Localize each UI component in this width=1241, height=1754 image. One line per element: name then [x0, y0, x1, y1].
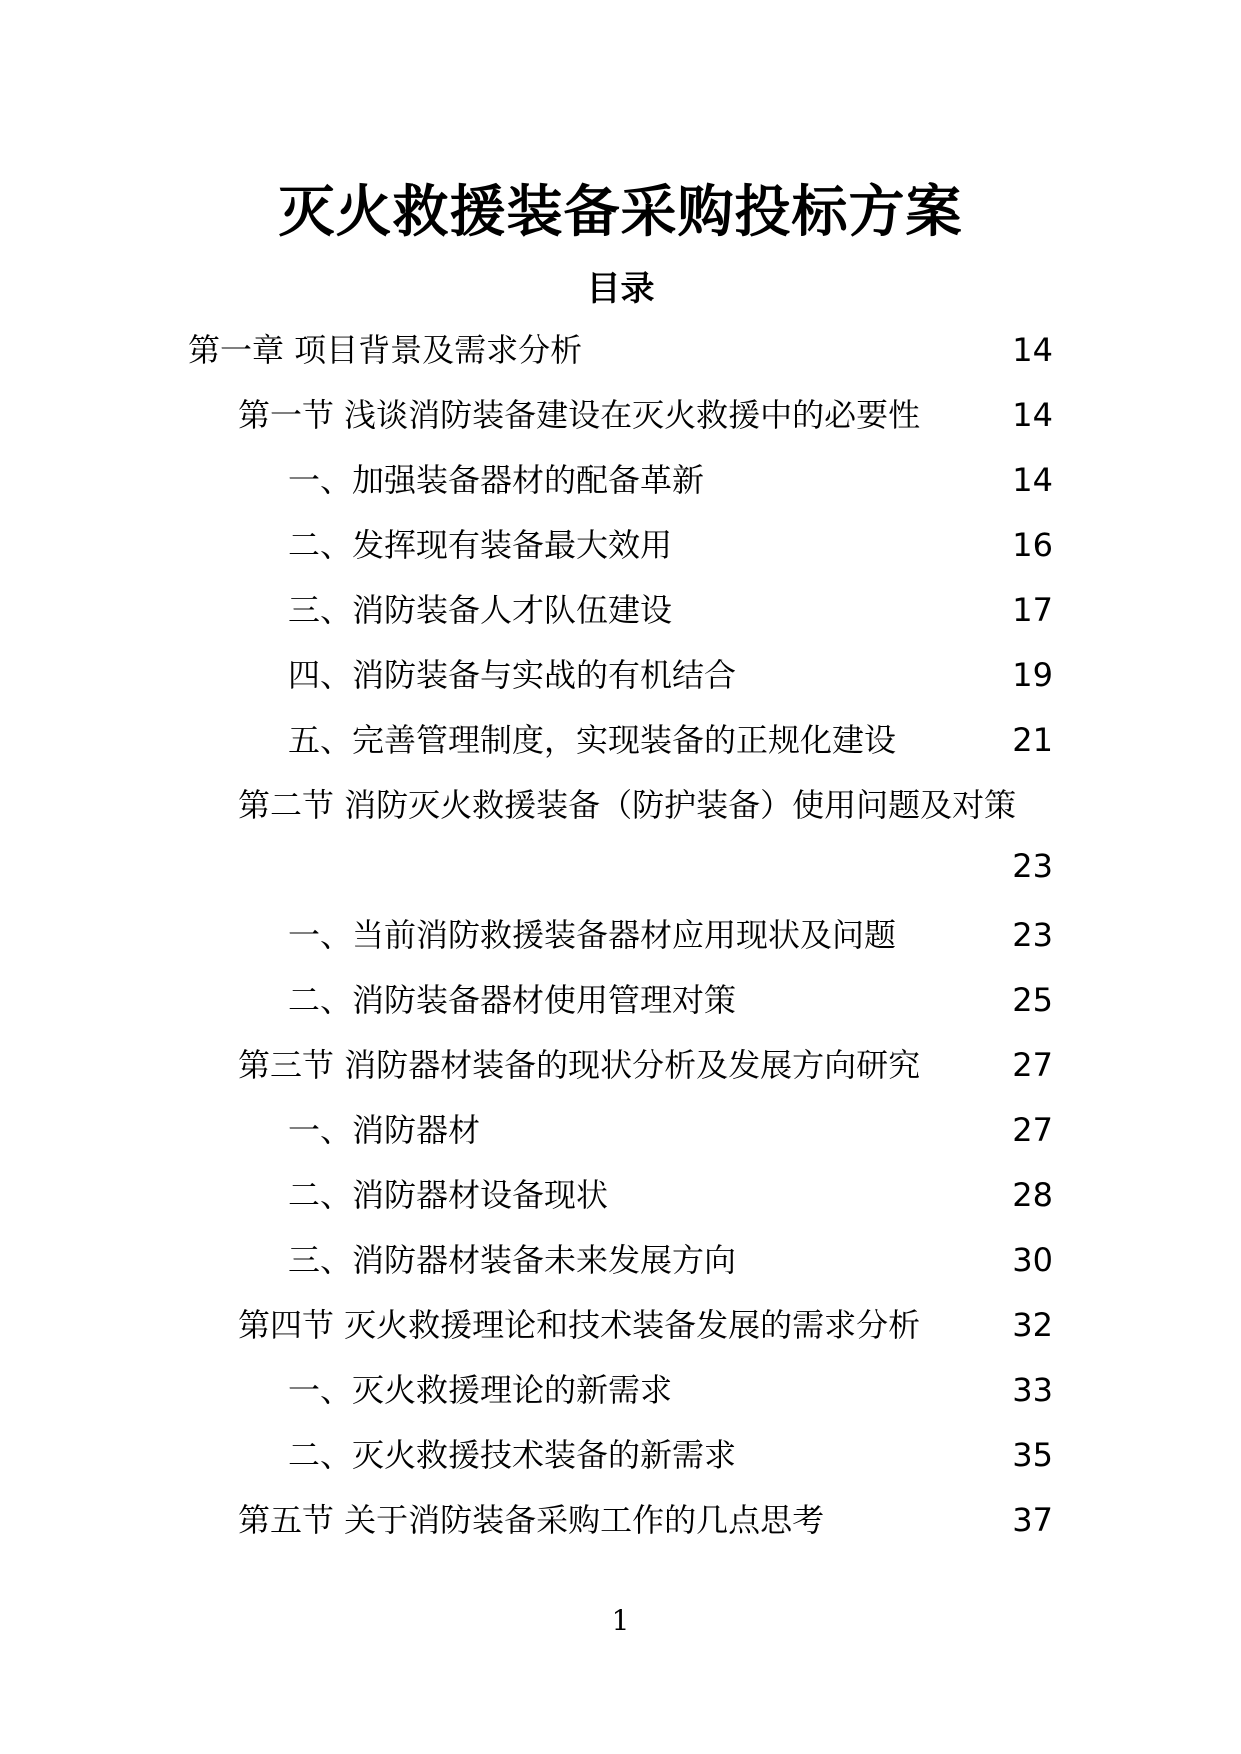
toc-item[interactable] — [288, 913, 1053, 957]
toc-section-3[interactable] — [238, 1043, 1053, 1087]
toc-entry-page: 28 — [1012, 1176, 1053, 1214]
toc-entry-page: 14 — [1012, 461, 1053, 499]
toc-item[interactable] — [288, 458, 1053, 502]
toc-heading: 目录 — [586, 269, 655, 309]
toc-entry-page: 37 — [1012, 1501, 1053, 1539]
toc-item[interactable] — [288, 978, 1053, 1022]
toc-item[interactable] — [288, 523, 1053, 567]
toc-entry-title: 五、完善管理制度，实现装备的正规化建设 — [288, 721, 897, 759]
toc-section-1[interactable] — [238, 393, 1053, 437]
toc-item[interactable] — [288, 653, 1053, 697]
toc-entry-title: 一、加强装备器材的配备革新 — [288, 461, 705, 499]
toc-entry-title: 第一章 项目背景及需求分析 — [188, 331, 583, 369]
toc-entry-page: 27 — [1012, 1046, 1053, 1084]
toc-entry-title: 第四节 灭火救援理论和技术装备发展的需求分析 — [238, 1306, 921, 1344]
page-number: 1 — [611, 1604, 630, 1637]
toc-entry-page[interactable]: 23 — [1012, 847, 1053, 885]
toc-entry-title: 二、消防装备器材使用管理对策 — [288, 981, 737, 1019]
toc-entry-title: 一、消防器材 — [288, 1111, 481, 1149]
toc-entry-page: 35 — [1012, 1436, 1053, 1474]
toc-item[interactable] — [288, 588, 1053, 632]
document-title: 灭火救援装备采购投标方案 — [278, 180, 963, 245]
toc-entry-title: 二、发挥现有装备最大效用 — [288, 526, 673, 564]
toc-entry-page: 33 — [1012, 1371, 1053, 1409]
toc-entry-title: 第一节 浅谈消防装备建设在灭火救援中的必要性 — [238, 396, 921, 434]
toc-item[interactable] — [288, 1433, 1053, 1477]
toc-entry-page: 30 — [1012, 1241, 1053, 1279]
toc-entry-page: 17 — [1012, 591, 1053, 629]
toc-item[interactable] — [288, 1108, 1053, 1152]
toc-entry-title: 三、消防器材装备未来发展方向 — [288, 1241, 737, 1279]
toc-entry-page: 14 — [1012, 331, 1053, 369]
toc-item[interactable] — [288, 718, 1053, 762]
toc-entry-title: 一、灭火救援理论的新需求 — [288, 1371, 673, 1409]
toc-entry-title: 四、消防装备与实战的有机结合 — [288, 656, 737, 694]
toc-item[interactable] — [288, 1238, 1053, 1282]
toc-entry-page: 16 — [1012, 526, 1053, 564]
toc-entry-title: 第五节 关于消防装备采购工作的几点思考 — [238, 1501, 825, 1539]
toc-entry-title: 第二节 消防灭火救援装备（防护装备）使用问题及对策 — [238, 786, 1017, 824]
toc-item[interactable] — [288, 1173, 1053, 1217]
toc-section-2[interactable] — [238, 783, 1053, 827]
toc-entry-title: 三、消防装备人才队伍建设 — [288, 591, 673, 629]
toc-section-5[interactable] — [238, 1498, 1053, 1542]
toc-entry-title: 一、当前消防救援装备器材应用现状及问题 — [288, 916, 897, 954]
toc-entry-title: 二、灭火救援技术装备的新需求 — [288, 1436, 737, 1474]
toc-entry-title: 第三节 消防器材装备的现状分析及发展方向研究 — [238, 1046, 921, 1084]
toc-entry-title: 二、消防器材设备现状 — [288, 1176, 609, 1214]
toc-entry-page: 25 — [1012, 981, 1053, 1019]
toc-entry-page: 27 — [1012, 1111, 1053, 1149]
toc-section-4[interactable] — [238, 1303, 1053, 1347]
toc-item[interactable] — [288, 1368, 1053, 1412]
toc-chapter-1[interactable] — [188, 328, 1053, 372]
toc-entry-page: 23 — [1012, 916, 1053, 954]
toc-entry-page: 21 — [1012, 721, 1053, 759]
toc-entry-page: 32 — [1012, 1306, 1053, 1344]
toc-entry-page: 19 — [1012, 656, 1053, 694]
toc-entry-page: 14 — [1012, 396, 1053, 434]
